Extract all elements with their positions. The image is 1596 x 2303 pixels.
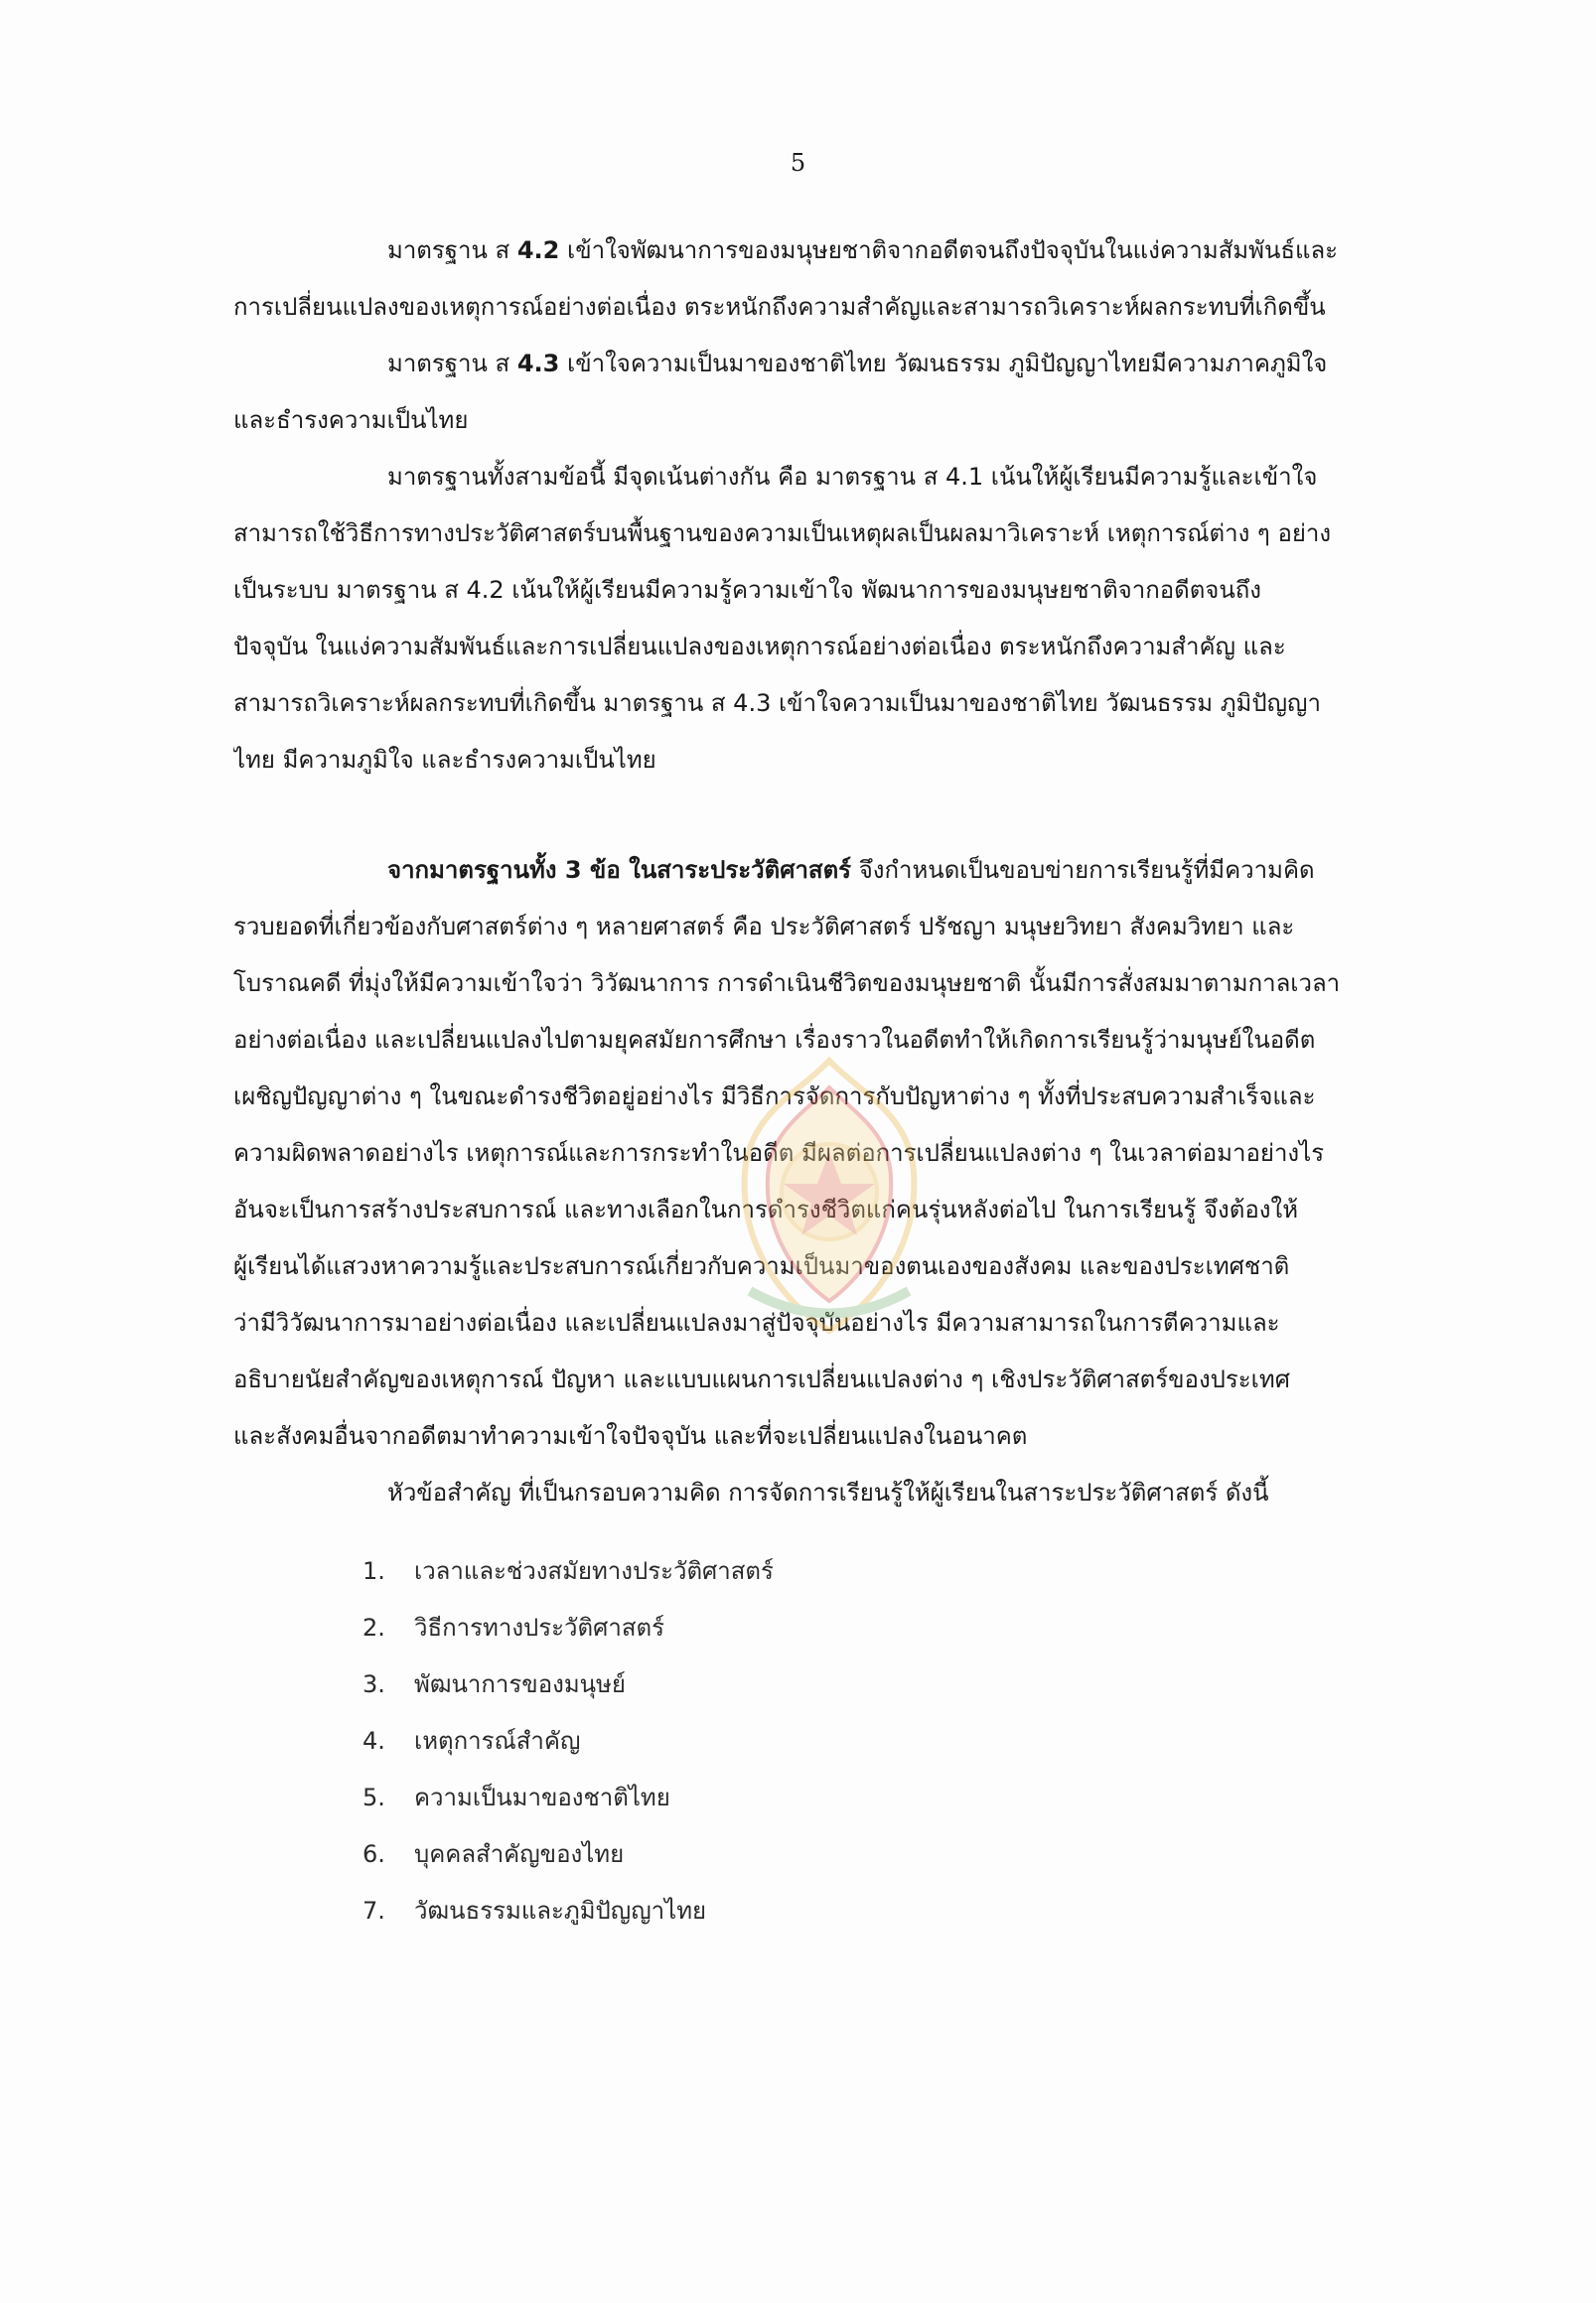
list-item-number: 5.: [363, 1784, 385, 1811]
standard-4-3-label: มาตรฐาน ส: [387, 350, 510, 377]
paragraph-line: ไทย มีความภูมิใจ และธำรงความเป็นไทย: [233, 746, 656, 774]
list-item-text: เหตุการณ์สำคัญ: [414, 1727, 581, 1755]
list-item: [363, 1826, 774, 1883]
paragraph-line: สามารถวิเคราะห์ผลกระทบที่เกิดขึ้น มาตรฐาน ส 4.3 เข้าใจความเป็นมาของชาติไทย วัฒนธรรม ภูมิปัญญา: [233, 689, 1321, 717]
paragraph-line: มาตรฐานทั้งสามข้อนี้ มีจุดเน้นต่างกัน คือ มาตรฐาน ส 4.1 เน้นให้ผู้เรียนมีความรู้และเข้าใจ: [387, 463, 1318, 491]
list-item-number: 4.: [363, 1727, 385, 1755]
standard-4-2-line-2: การเปลี่ยนแปลงของเหตุการณ์อย่างต่อเนื่อง ตระหนักถึงความสำคัญและสามารถวิเคราะห์ผลกระทบที่เกิดขึ้น: [233, 293, 1326, 321]
list-item: [363, 1770, 774, 1826]
standard-4-3-text-1: เข้าใจความเป็นมาของชาติไทย วัฒนธรรม ภูมิปัญญาไทยมีความภาคภูมิใจ: [566, 350, 1328, 377]
list-item: [363, 1543, 774, 1600]
standard-4-2-label: มาตรฐาน ส: [387, 236, 510, 264]
standard-4-2-code: 4.2: [516, 236, 560, 264]
list-item: [363, 1713, 774, 1770]
list-item-number: 2.: [363, 1614, 385, 1642]
paragraph-lead-rest: จึงกำหนดเป็นขอบข่ายการเรียนรู้ที่มีความคิด: [858, 856, 1315, 884]
list-item-text: วิธีการทางประวัติศาสตร์: [414, 1614, 664, 1642]
list-item-text: วัฒนธรรมและภูมิปัญญาไทย: [414, 1897, 707, 1925]
paragraph-line: รวบยอดที่เกี่ยวข้องกับศาสตร์ต่าง ๆ หลายศาสตร์ คือ ประวัติศาสตร์ ปรัชญา มนุษยวิทยา สังคมวิทยา และ: [233, 913, 1295, 940]
list-item-text: เวลาและช่วงสมัยทางประวัติศาสตร์: [414, 1557, 774, 1585]
list-item-text: พัฒนาการของมนุษย์: [414, 1670, 626, 1698]
paragraph-standards-focus: [233, 449, 1380, 789]
paragraph-lead-bold: จากมาตรฐานทั้ง 3 ข้อ ในสาระประวัติศาสตร์: [387, 856, 852, 884]
page-number: 5: [790, 149, 806, 177]
standard-4-2-text-1: เข้าใจพัฒนาการของมนุษยชาติจากอดีตจนถึงปัจจุบันในแง่ความสัมพันธ์และ: [566, 236, 1339, 264]
list-item: [363, 1656, 774, 1713]
topics-intro: หัวข้อสำคัญ ที่เป็นกรอบความคิด การจัดการเรียนรู้ให้ผู้เรียนในสาระประวัติศาสตร์ ดังนี้: [387, 1479, 1269, 1507]
list-item: [363, 1600, 774, 1656]
paragraph-line: อธิบายนัยสำคัญของเหตุการณ์ ปัญหา และแบบแผนการเปลี่ยนแปลงต่าง ๆ เชิงประวัติศาสตร์ของประเทศ: [233, 1366, 1290, 1393]
paragraph-line: ความผิดพลาดอย่างไร เหตุการณ์และการกระทำในอดีต มีผลต่อการเปลี่ยนแปลงต่าง ๆ ในเวลาต่อมาอย่างไร: [233, 1139, 1325, 1167]
standard-4-3-line-2: และธำรงความเป็นไทย: [233, 406, 469, 434]
paragraph-line: โบราณคดี ที่มุ่งให้มีความเข้าใจว่า วิวัฒนาการ การดำเนินชีวิตของมนุษยชาติ นั้นมีการสั่งสมมาตามกาลเวลา: [233, 969, 1341, 997]
paragraph-scope: [233, 842, 1380, 1521]
paragraph-line: ว่ามีวิวัฒนาการมาอย่างต่อเนื่อง และเปลี่ยนแปลงมาสู่ปัจจุบันอย่างไร มีความสามารถในการตีความและ: [233, 1309, 1280, 1337]
list-item-number: 7.: [363, 1897, 385, 1925]
list-item-number: 6.: [363, 1840, 385, 1868]
standard-4-2-line-1: [233, 222, 1380, 279]
standard-4-3-line-1: [233, 336, 1380, 392]
topics-list: [363, 1543, 774, 1940]
list-item: [363, 1883, 774, 1940]
list-item-text: บุคคลสำคัญของไทย: [414, 1840, 625, 1868]
paragraph-line: อันจะเป็นการสร้างประสบการณ์ และทางเลือกในการดำรงชีวิตแก่คนรุ่นหลังต่อไป ในการเรียนรู้ จึงต้องให้: [233, 1196, 1299, 1223]
paragraph-line: เป็นระบบ มาตรฐาน ส 4.2 เน้นให้ผู้เรียนมีความรู้ความเข้าใจ พัฒนาการของมนุษยชาติจากอดีตจนถึง: [233, 576, 1262, 604]
list-item-text: ความเป็นมาของชาติไทย: [414, 1784, 670, 1811]
paragraph-line: ผู้เรียนได้แสวงหาความรู้และประสบการณ์เกี่ยวกับความเป็นมาของตนเองของสังคม และของประเทศชาติ: [233, 1252, 1290, 1280]
paragraph-line: ปัจจุบัน ในแง่ความสัมพันธ์และการเปลี่ยนแปลงของเหตุการณ์อย่างต่อเนื่อง ตระหนักถึงความสำคัญ และ: [233, 633, 1286, 660]
list-item-number: 1.: [363, 1557, 385, 1585]
paragraph-lead-line: [233, 842, 1380, 899]
standards-block: [233, 222, 1380, 449]
standard-4-3-code: 4.3: [516, 350, 560, 377]
paragraph-line: และสังคมอื่นจากอดีตมาทำความเข้าใจปัจจุบัน และที่จะเปลี่ยนแปลงในอนาคต: [233, 1422, 1028, 1450]
paragraph-line: สามารถใช้วิธีการทางประวัติศาสตร์บนพื้นฐานของความเป็นเหตุผลเป็นผลมาวิเคราะห์ เหตุการณ์ต่าง ๆ อย่าง: [233, 519, 1332, 547]
paragraph-line: อย่างต่อเนื่อง และเปลี่ยนแปลงไปตามยุคสมัยการศึกษา เรื่องราวในอดีตทำให้เกิดการเรียนรู้ว่ามนุษย์ในอดีต: [233, 1026, 1316, 1054]
paragraph-line: เผชิญปัญญาต่าง ๆ ในขณะดำรงชีวิตอยู่อย่างไร มีวิธีการจัดการกับปัญหาต่าง ๆ ทั้งที่ประสบความสำเร็จและ: [233, 1082, 1316, 1110]
list-item-number: 3.: [363, 1670, 385, 1698]
